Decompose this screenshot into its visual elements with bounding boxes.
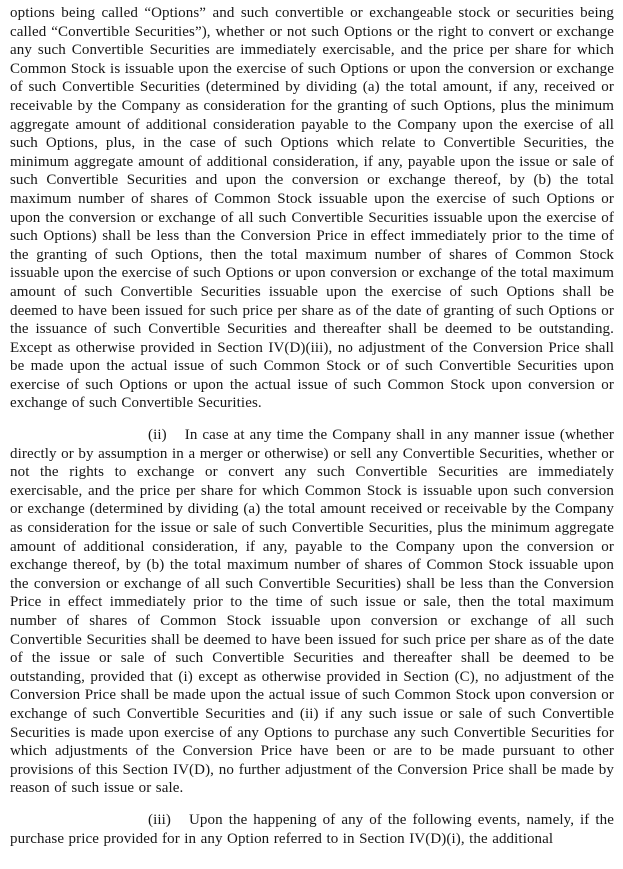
clause-label-ii: (ii) [148,427,167,444]
paragraph-clause-iii [10,811,614,848]
paragraph-text: In case at any time the Company shall in any manner issue (whether directly or by assumption in a merger or otherwise) or sell any Convertible Securities, whether or not the rights to exchange or convert any such Convertible Securities are immediately exercisable, and the price per share for which Common Stock is issuable upon such conversion or exchange (determined by dividing (a) the total amount received or receivable by the Company as consideration for the issue or sale of such Convertible Securities, plus the minimum aggregate amount of additional consideration, if any, payable to the Company upon the conversion or exchange thereof, by (b) the total maximum number of shares of Common Stock issuable upon the conversion or exchange of all such Convertible Securities) shall be less than the Conversion Price in effect immediately prior to the time of such issue or sale, then the total maximum number of shares of Common Stock issuable upon conversion or exchange of all such Convertible Securities shall be deemed to have been issued for such price per share as of the date of the issue or sale of such Convertible Securities and thereafter shall be deemed to be outstanding, provided that (i) except as otherwise provided in Section (C), no adjustment of the Conversion Price shall be made upon the actual issue of such Common Stock upon conversion or exchange of such Convertible Securities and (ii) if any such issue or sale of such Convertible Securities is made upon exercise of any Options to purchase any such Convertible Securities for which adjustments of the Conversion Price have been or are to be made pursuant to other provisions of this Section IV(D), no further adjustment of the Conversion Price shall be made by reason of such issue or sale. [10,427,614,797]
paragraph-text: Upon the happening of any of the following events, namely, if the purchase price provided for in any Option referred to in Section IV(D)(i), the additional [10,811,614,847]
paragraph-clause-ii [10,426,614,798]
clause-label-iii: (iii) [148,811,171,828]
paragraph-options-continuation [10,4,614,413]
paragraph-text: options being called “Options” and such convertible or exchangeable stock or securities being called “Convertible Securities”), whether or not such Options or the right to convert or exchange any such Convertible Securities are immediately exercisable, and the price per share for which Common Stock is issuable upon the exercise of such Options or upon the conversion or exchange of such Convertible Securities (determined by dividing (a) the total amount, if any, received or receivable by the Company as consideration for the granting of such Options, plus the minimum aggregate amount of additional consideration payable to the Company upon the exercise of all such Options, plus, in the case of such Options which relate to Convertible Securities, the minimum aggregate amount of additional consideration, if any, payable upon the issue or sale of such Convertible Securities and upon the conversion or exchange thereof, by (b) the total maximum number of shares of Common Stock issuable upon the exercise of such Options or upon the conversion or exchange of all such Convertible Securities issuable upon the exercise of such Options) shall be less than the Conversion Price in effect immediately prior to the time of the granting of such Options, then the total maximum number of shares of Common Stock issuable upon the exercise of such Options or upon conversion or exchange of the total maximum amount of such Convertible Securities issuable upon the exercise of such Options shall be deemed to have been issued for such price per share as of the date of granting of such Options or the issuance of such Convertible Securities and thereafter shall be deemed to be outstanding. Except as otherwise provided in Section IV(D)(iii), no adjustment of the Conversion Price shall be made upon the actual issue of such Common Stock or of such Convertible Securities upon exercise of such Options or upon the actual issue of such Common Stock upon conversion or exchange of such Convertible Securities. [10,5,614,412]
